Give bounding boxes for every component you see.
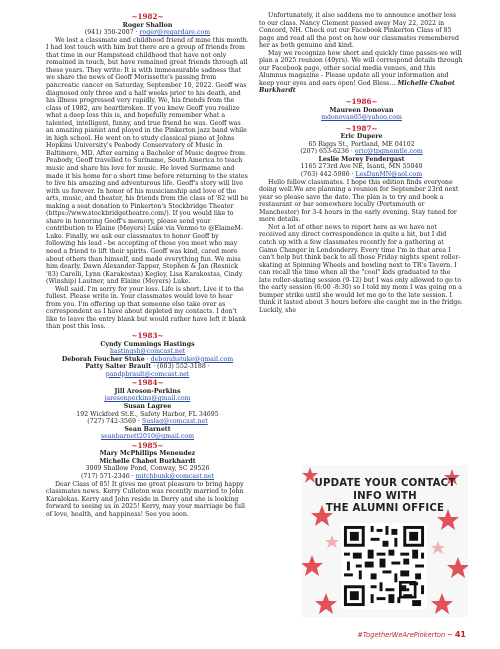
correspondent-name: Mary McPhillips Menendez: [99, 450, 196, 458]
address: 65 Riggs St., Portland, ME 04102: [308, 140, 415, 148]
correspondent-name: Eric Dupere: [340, 133, 383, 141]
email-link[interactable]: deborahstuke@gmail.com: [150, 355, 234, 363]
correspondent-name: Roger Shallon: [122, 21, 173, 29]
class-header-1987: ~1987~: [345, 123, 378, 133]
phone: (717) 571-2346 ·: [80, 473, 136, 480]
class-header-1986: ~1986~: [345, 97, 378, 107]
correspondent-name: Susan Lagree: [123, 403, 172, 411]
email-link[interactable]: Suslag@comcast.net: [141, 418, 208, 426]
correspondent-name: Michelle Chabot Burkhardt: [99, 457, 196, 465]
class-note-body: Hello fellow classmates. I hope this edition finds everyone doing well.We are planning a reunion for September 23rd next year so please save the date. The plan is to try and book a restaurant or bar somewhere locally (Portsmouth or Manchester) for 3-4 hours in the early evening. Stay tuned for more details.: [259, 178, 459, 224]
phone: (941) 350-2007 ·: [84, 29, 140, 37]
class-header-1985: ~1985~: [131, 440, 164, 450]
signature: Michelle Chabot Burkhardt: [259, 79, 455, 95]
email-link[interactable]: LesDanMN@aol.com: [355, 171, 423, 179]
class-note-body: [259, 50, 464, 95]
correspondent-name: Leslie Morey Fendergast: [318, 155, 405, 163]
ad-title: UPDATE YOUR CONTACT INFO WITH THE ALUMNI OFFICE: [314, 478, 456, 514]
left-column: ~1982~ Roger Shallon (941) 350-2007 · roger@regardare.com We lost a classmate and childhood friend of mine this month. I had lost touch with him but there are a group of friends from that time in our Hampstead childhood that have not only remained in touch, but have remained great friends through all these years. They write: It is with immeasurable sadness that we share the news of Geoff Morissette's passing from pancreatic cancer on Saturday, September 10, 2022. Geoff was diagnosed only three and a half weeks prior to his death, and his illness progressed very rapidly. We, his friends from the class of 1982, are heartbroken. If you knew Geoff you realize what a deep loss this is, and hopefully remember what a talented, intelligent, funny, and true friend he was. Geoff was an amazing pianist and played in the Pinkerton jazz band while in high school. He went on to study classical piano at Johns Hopkins University's Peabody Conservatory of Music in Baltimore, MD. After earning a Bachelor of Music degree from Peabody, Geoff travelled to Suriname, South America to teach music and share his love for music. He loved Suriname and made it his home for a short time before returning to the states to live his amazing and adventurous life. Geoff's story will live with us forever. In honor of his musicianship and love of the arts, music, and theater, his friends from the class of '82 will be making a seat donation to Pinkerton's Stockbridge Theater (https://www.stockbridgetheatre.com/). If you would like to share in honoring Geoff's memory, please send your contribution to Elaine (Meyers) Luke via Venmo to @ElaineM-Luke. Finally, we ask our classmates to honor Geoff by following his lead - be accepting of those you meet who may need a friend to lift their spirits. Geoff was kind, cared more about others than himself, and made everything fun. We miss him dearly. Dawn Alexander-Tapper, Stephen & Jan (Resnick '83) Carelli, Lynn (Karakostas) Kegley, Lisa Karakostas, Cindy (Winship) Lautner, and Elaine (Meyers) Luke. Well said. I'm sorry for your loss. Life is short. Live it to the fullest. Please write in. Your classmates would love to hear from you. I'm offering up that someone else take over as correspondent as I have about depleted my contacts. I don't like to leave the entry blank but would rather have left it blank than post this loss. ~1983~ Cyndy Cummings Hastings hastingsh@comcast.net Deborah Foucher Stuke · deborahstuke@gmail.com Patty Salter Brault · (603) 552-3188 · pandpbrault@comcast.net ~1984~ Jill Aroson-Perkins jaresonperkins@gmail.com Susan Lagree 192 Wickford St.E., Safety Harbor, FL 34695 (727) 742-3569 · Suslag@comcast.net Sean Barnett seanbarnett2010@gmail.com ~1985~ Mary McPhillips Menendez Michelle Chabot Burkhardt 3009 Shallow Pond, Conway, SC 29526 (717) 571-2346 · mitchbunk@comcast.net Dear Class of 85! It gives me great pleasure to bring happy classmates news. Kerry Culleton was recently married to John Karalekas. Kerry and John reside in Derry and she is looking forward to seeing us in 2025! Kerry, may your marriage be full of love, health, and happiness! See you soon.: [46, 12, 249, 518]
email-link[interactable]: hastingsh@comcast.net: [109, 348, 186, 356]
footer-hashtag: #TogetherWeArePinkerton ~: [357, 631, 455, 639]
correspondent-name: Maureen Donovan: [329, 106, 394, 114]
page-number: 41: [454, 630, 466, 639]
right-column: [259, 12, 464, 314]
email-link[interactable]: pandpbrault@comcast.net: [105, 370, 190, 378]
correspondent-name: Sean Barnett: [124, 425, 171, 433]
phone: (763) 442-5986 ·: [300, 171, 356, 179]
correspondent-name: Cyndy Cummings Hastings: [100, 340, 195, 348]
address: 1165 273rd Ave NE, Isanti, MN 55040: [300, 163, 423, 171]
correspondent-name: Deborah Foucher Stuke: [61, 355, 145, 363]
phone: · (603) 552-3188 ·: [151, 363, 210, 371]
qr-code-icon: [341, 523, 427, 609]
correspondent-contact: [46, 29, 249, 37]
email-link[interactable]: roger@regardare.com: [139, 29, 211, 37]
email-link[interactable]: eric@tpgmemtle.com: [354, 148, 423, 156]
phone: (727) 742-3569 ·: [87, 418, 142, 426]
page-footer: [357, 631, 466, 640]
email-link[interactable]: jaresonperkins@gmail.com: [104, 395, 191, 403]
class-note-body: Unfortunately, it also saddens me to announce another loss to our class. Nancy Clement passed away May 22, 2022 in Concord, NH. Check out our Facebook Pinkerton Class of 85 page and read all the post on how our classmates remembered her as both genuine and kind.: [259, 12, 459, 50]
class-header-1983: ~1983~: [131, 331, 164, 341]
correspondent-name: Jill Aroson-Perkins: [114, 387, 181, 395]
class-note-body: Well said. I'm sorry for your loss. Life is short. Live it to the fullest. Please write in. Your classmates would love to hear from you. I'm offering up that someone else take over as correspondent as I have about depleted my contacts. I don't like to leave the entry blank but would rather have left it blank than post this loss.: [46, 285, 246, 331]
class-note-body: We lost a classmate and childhood friend of mine this month. I had lost touch with him but there are a group of friends from that time in our Hampstead childhood that have not only remained in touch, but have remained great friends through all these years. They write: It is with immeasurable sadness that we share the news of Geoff Morissette's passing from pancreatic cancer on Saturday, September 10, 2022. Geoff was diagnosed only three and a half weeks prior to his death, and his illness progressed very rapidly. We, his friends from the class of 1982, are heartbroken. If you knew Geoff you realize what a deep loss this is, and hopefully remember what a talented, intelligent, funny, and true friend he was. Geoff was an amazing pianist and played in the Pinkerton jazz band while in high school. He went on to study classical piano at Johns Hopkins University's Peabody Conservatory of Music in Baltimore, MD. After earning a Bachelor of Music degree from Peabody, Geoff travelled to Suriname, South America to teach music and share his love for music. He loved Suriname and made it his home for a short time before returning to the states to live his amazing and adventurous life. Geoff's story will live with us forever. In honor of his musicianship and love of the arts, music, and theater, his friends from the class of '82 will be making a seat donation to Pinkerton's Stockbridge Theater (https://www.stockbridgetheatre.com/). If you would like to share in honoring Geoff's memory, please send your contribution to Elaine (Meyers) Luke via Venmo to @ElaineM-Luke. Finally, we ask our classmates to honor Geoff by following his lead - be accepting of those you meet who may need a friend to lift their spirits. Geoff was kind, cared more about others than himself, and made everything fun. We miss him dearly. Dawn Alexander-Tapper, Stephen & Jan (Resnick '83) Carelli, Lynn (Karakostas) Kegley, Lisa Karakostas, Cindy (Winship) Lautner, and Elaine (Meyers) Luke.: [46, 36, 249, 286]
address: 3009 Shallow Pond, Conway, SC 29526: [85, 465, 210, 473]
class-note-body: Dear Class of 85! It gives me great pleasure to bring happy classmates news. Kerry Culleton was recently married to John Karalekas. Kerry and John reside in Derry and she is looking forward to seeing us in 2025! Kerry, may your marriage be full of love, health, and happiness! See you soon.: [46, 480, 246, 518]
correspondent-name: Patty Salter Brault: [85, 363, 152, 371]
qr-code[interactable]: [341, 523, 427, 609]
class-header-1984: ~1984~: [131, 378, 164, 388]
email-link[interactable]: mitchbunk@comcast.net: [135, 473, 215, 480]
contact-update-ad[interactable]: [302, 465, 468, 617]
phone: (207) 653-6236 ·: [300, 148, 355, 156]
email-link[interactable]: mdonovan65@yahoo.com: [321, 114, 402, 122]
note-text: May we recognize how short and quickly time passes-we will plan a 2025 reunion (40yrs). We will correspond details through our Facebook page, other social media venues, and this Alumnus magazine - Please update all your information and keep your eyes and ears open! God Bless...: [259, 49, 463, 87]
address: 192 Wickford St.E., Safety Harbor, FL 34695: [76, 410, 219, 418]
email-link[interactable]: seanbarnett2010@gmail.com: [100, 433, 195, 441]
class-header-1982: ~1982~: [131, 12, 164, 21]
class-note-body: Not a lot of other news to report here as we have not received any direct correspondence in quite a bit, but I did catch up with a few classmates recently for a gathering at Game Changer in Londonderry. Every time I'm in that area I can't help but think back to all those Friday nights spent roller-skating at Spinning Wheels and bowling next to TR's Tavern. I can recall the time when all the "cool" kids graduated to the late roller-skating session (9-12) but I was only allowed to go to the early session (6:00 -8:30) so I told my mom I was going on a bumper strike until she would let me go to the late session. I think it lasted about 3 hours before she caught me in the fridge. Luckily, she: [259, 223, 463, 314]
